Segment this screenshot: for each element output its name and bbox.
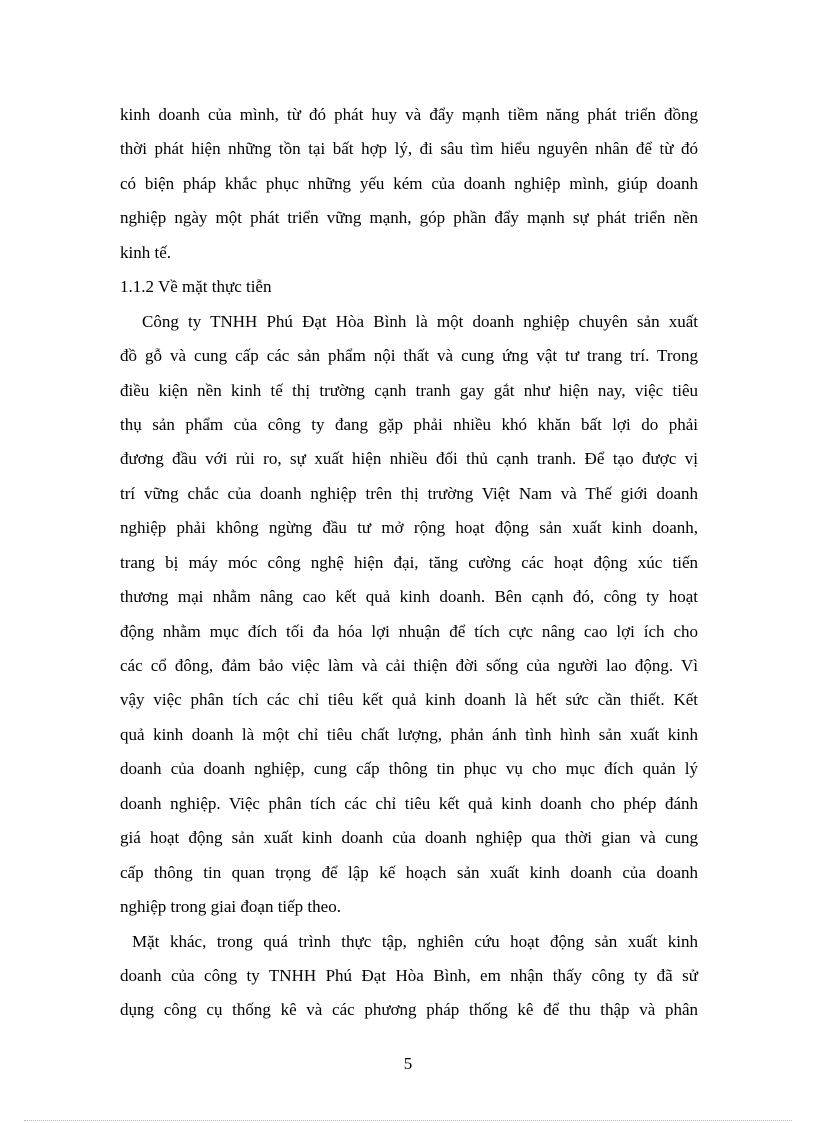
text-line: 1.1.2 Về mặt thực tiễn [120,277,272,297]
text-line: nghiệp ngày một phát triển vững mạnh, góp phần đẩy mạnh sự phát triển nền [120,208,698,228]
text-line: doanh nghiệp. Việc phân tích các chỉ tiêu kết quả kinh doanh cho phép đánh [120,793,698,813]
text-line: dụng công cụ thống kê và các phương pháp thống kê để thu thập và phân [120,1000,698,1020]
text-line: thương mại nhằm nâng cao kết quả kinh doanh. Bên cạnh đó, công ty hoạt [120,587,698,607]
text-line: Công ty TNHH Phú Đạt Hòa Bình là một doanh nghiệp chuyên sản xuất [142,311,698,331]
text-line: đương đầu với rủi ro, sự xuất hiện nhiều đối thủ cạnh tranh. Để tạo được vị [120,449,698,469]
text-line: cấp thông tin quan trọng để lập kế hoạch sản xuất kinh doanh của doanh [120,862,698,882]
text-line: có biện pháp khắc phục những yếu kém của doanh nghiệp mình, giúp doanh [120,173,698,193]
text-line: nghiệp phải không ngừng đầu tư mở rộng hoạt động sản xuất kinh doanh, [120,518,698,538]
text-line: doanh của công ty TNHH Phú Đạt Hòa Bình, em nhận thấy công ty đã sử [120,965,698,985]
text-line: kinh doanh của mình, từ đó phát huy và đẩy mạnh tiềm năng phát triển đồng [120,105,698,124]
text-line: điều kiện nền kinh tế thị trường cạnh tranh gay gắt như hiện nay, việc tiêu [120,380,698,400]
text-line: doanh của doanh nghiệp, cung cấp thông tin phục vụ cho mục đích quản lý [120,759,698,779]
text-line: kinh tế. [120,242,171,262]
page-bottom-divider [24,1120,792,1121]
page-number: 5 [403,1054,413,1073]
text-line: trang bị máy móc công nghệ hiện đại, tăng cường các hoạt động xúc tiến [120,552,698,572]
text-line: nghiệp trong giai đoạn tiếp theo. [120,897,341,917]
text-line: thời phát hiện những tồn tại bất hợp lý, đi sâu tìm hiểu nguyên nhân để từ đó [120,139,698,159]
text-line: giá hoạt động sản xuất kinh doanh của doanh nghiệp qua thời gian và cung [120,828,698,848]
text-line: các cổ đông, đảm bảo việc làm và cải thiện đời sống của người lao động. Vì [120,656,698,675]
text-line: động nhằm mục đích tối đa hóa lợi nhuận để tích cực nâng cao lợi ích cho [120,621,698,641]
document-body [120,98,698,1028]
text-line: vậy việc phân tích các chỉ tiêu kết quả kinh doanh là hết sức cần thiết. Kết [120,690,698,710]
text-line: trí vững chắc của doanh nghiệp trên thị trường Việt Nam và Thế giới doanh [120,483,698,503]
text-line: thụ sản phẩm của công ty đang gặp phải nhiều khó khăn bất lợi do phải [120,414,698,434]
text-line: quả kinh doanh là một chỉ tiêu chất lượng, phản ánh tình hình sản xuất kinh [120,724,698,744]
text-line: Mặt khác, trong quá trình thực tập, nghiên cứu hoạt động sản xuất kinh [132,931,698,951]
text-line: đồ gỗ và cung cấp các sản phẩm nội thất và cung ứng vật tư trang trí. Trong [120,346,698,366]
